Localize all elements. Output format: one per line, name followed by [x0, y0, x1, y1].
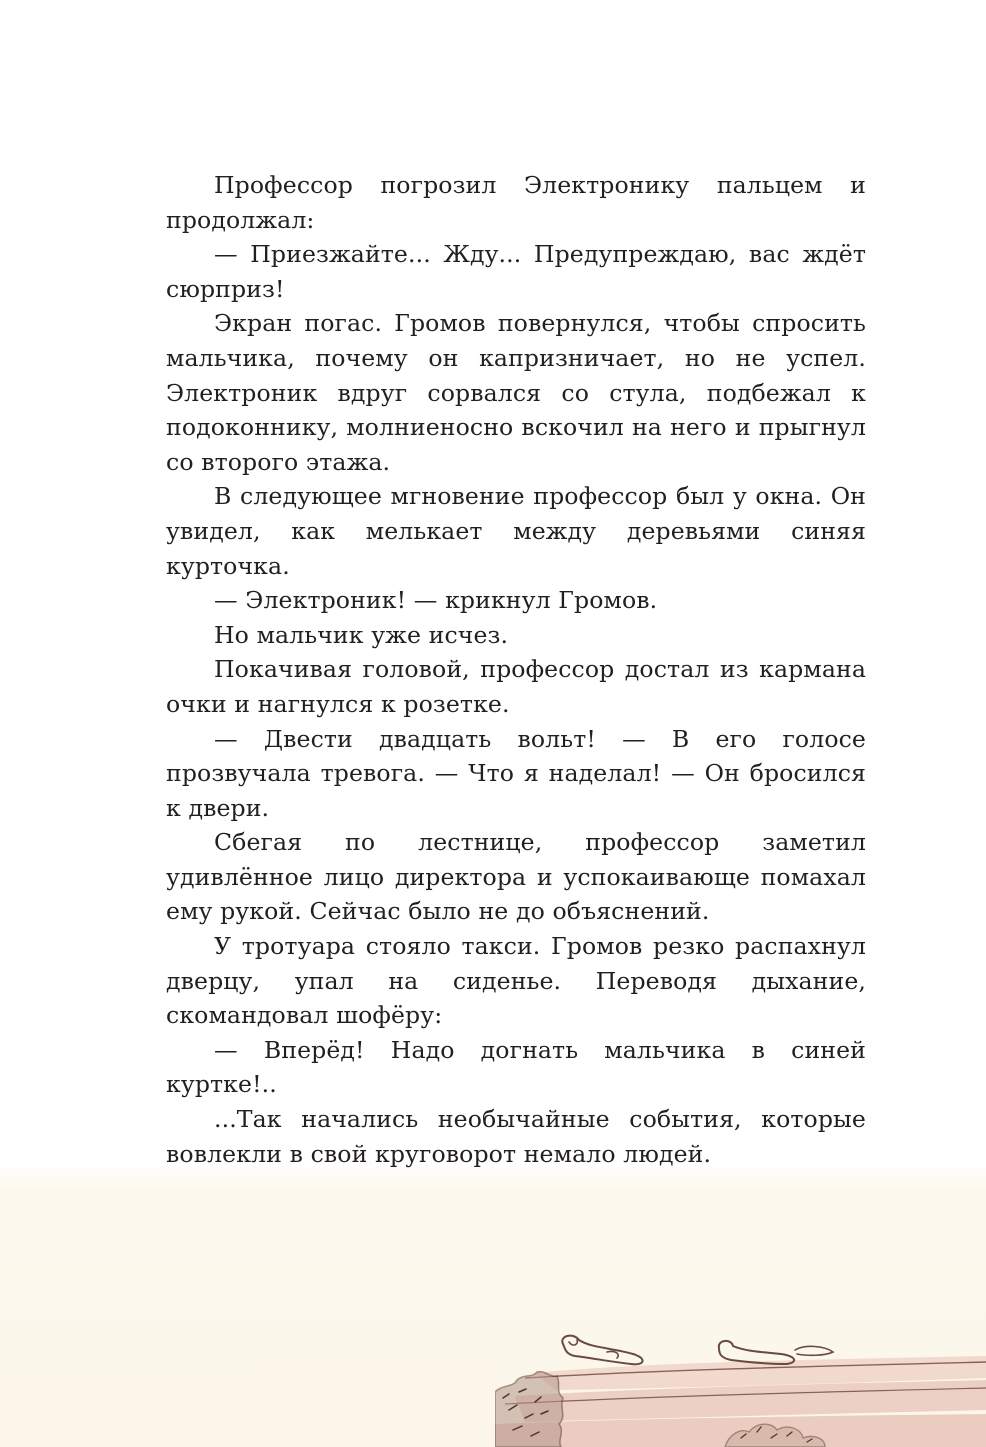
paragraph-5: — Электроник! — крикнул Громов. — [214, 586, 658, 615]
paragraph-2: — Приезжайте... Жду... Предупреждаю, вас ждёт сюрприз! — [166, 240, 866, 303]
paragraph-10: У тротуара стояло такси. Громов резко распахнул дверцу, упал на сиденье. Переводя дыхание, скомандовал шофёру: — [166, 932, 866, 1030]
paragraph-11: — Вперёд! Надо догнать мальчика в синей куртке!.. — [166, 1035, 866, 1099]
sketch-scribble-right — [795, 1346, 833, 1355]
paragraph-1: Профессор погрозил Электронику пальцем и продолжал: — [166, 171, 866, 234]
paragraph-12: ...Так начались необычайные события, которые вовлекли в свой круговорот немало людей. — [166, 1105, 866, 1168]
paragraph-3: Экран погас. Громов повернулся, чтобы спросить мальчика, почему он капризничает, но не успел. Электроник вдруг сорвался со стула, подбежал к подоконнику, молниеносно вскочил на него и прыгнул со второго этажа. — [166, 309, 866, 476]
paragraph-9: Сбегая по лестнице, профессор заметил удивлённое лицо директора и успокаивающе помахал ему рукой. Сейчас было не до объяснений. — [166, 828, 866, 926]
paragraph-6: Но мальчик уже исчез. — [214, 620, 509, 649]
landscape-sketch-illustration — [495, 1318, 986, 1447]
sketch-shape-right — [719, 1341, 794, 1364]
paragraph-8: — Двести двадцать вольт! — В его голосе прозвучала тревога. — Что я наделал! — Он бросился к двери. — [166, 724, 866, 822]
sketch-shape-left — [562, 1336, 642, 1365]
paragraph-7: Покачивая головой, профессор достал из кармана очки и нагнулся к розетке. — [166, 655, 866, 718]
foliage-left — [495, 1372, 563, 1447]
paragraph-4: В следующее мгновение профессор был у окна. Он увидел, как мелькает между деревьями синяя курточка. — [166, 482, 866, 580]
story-text — [166, 168, 866, 1171]
